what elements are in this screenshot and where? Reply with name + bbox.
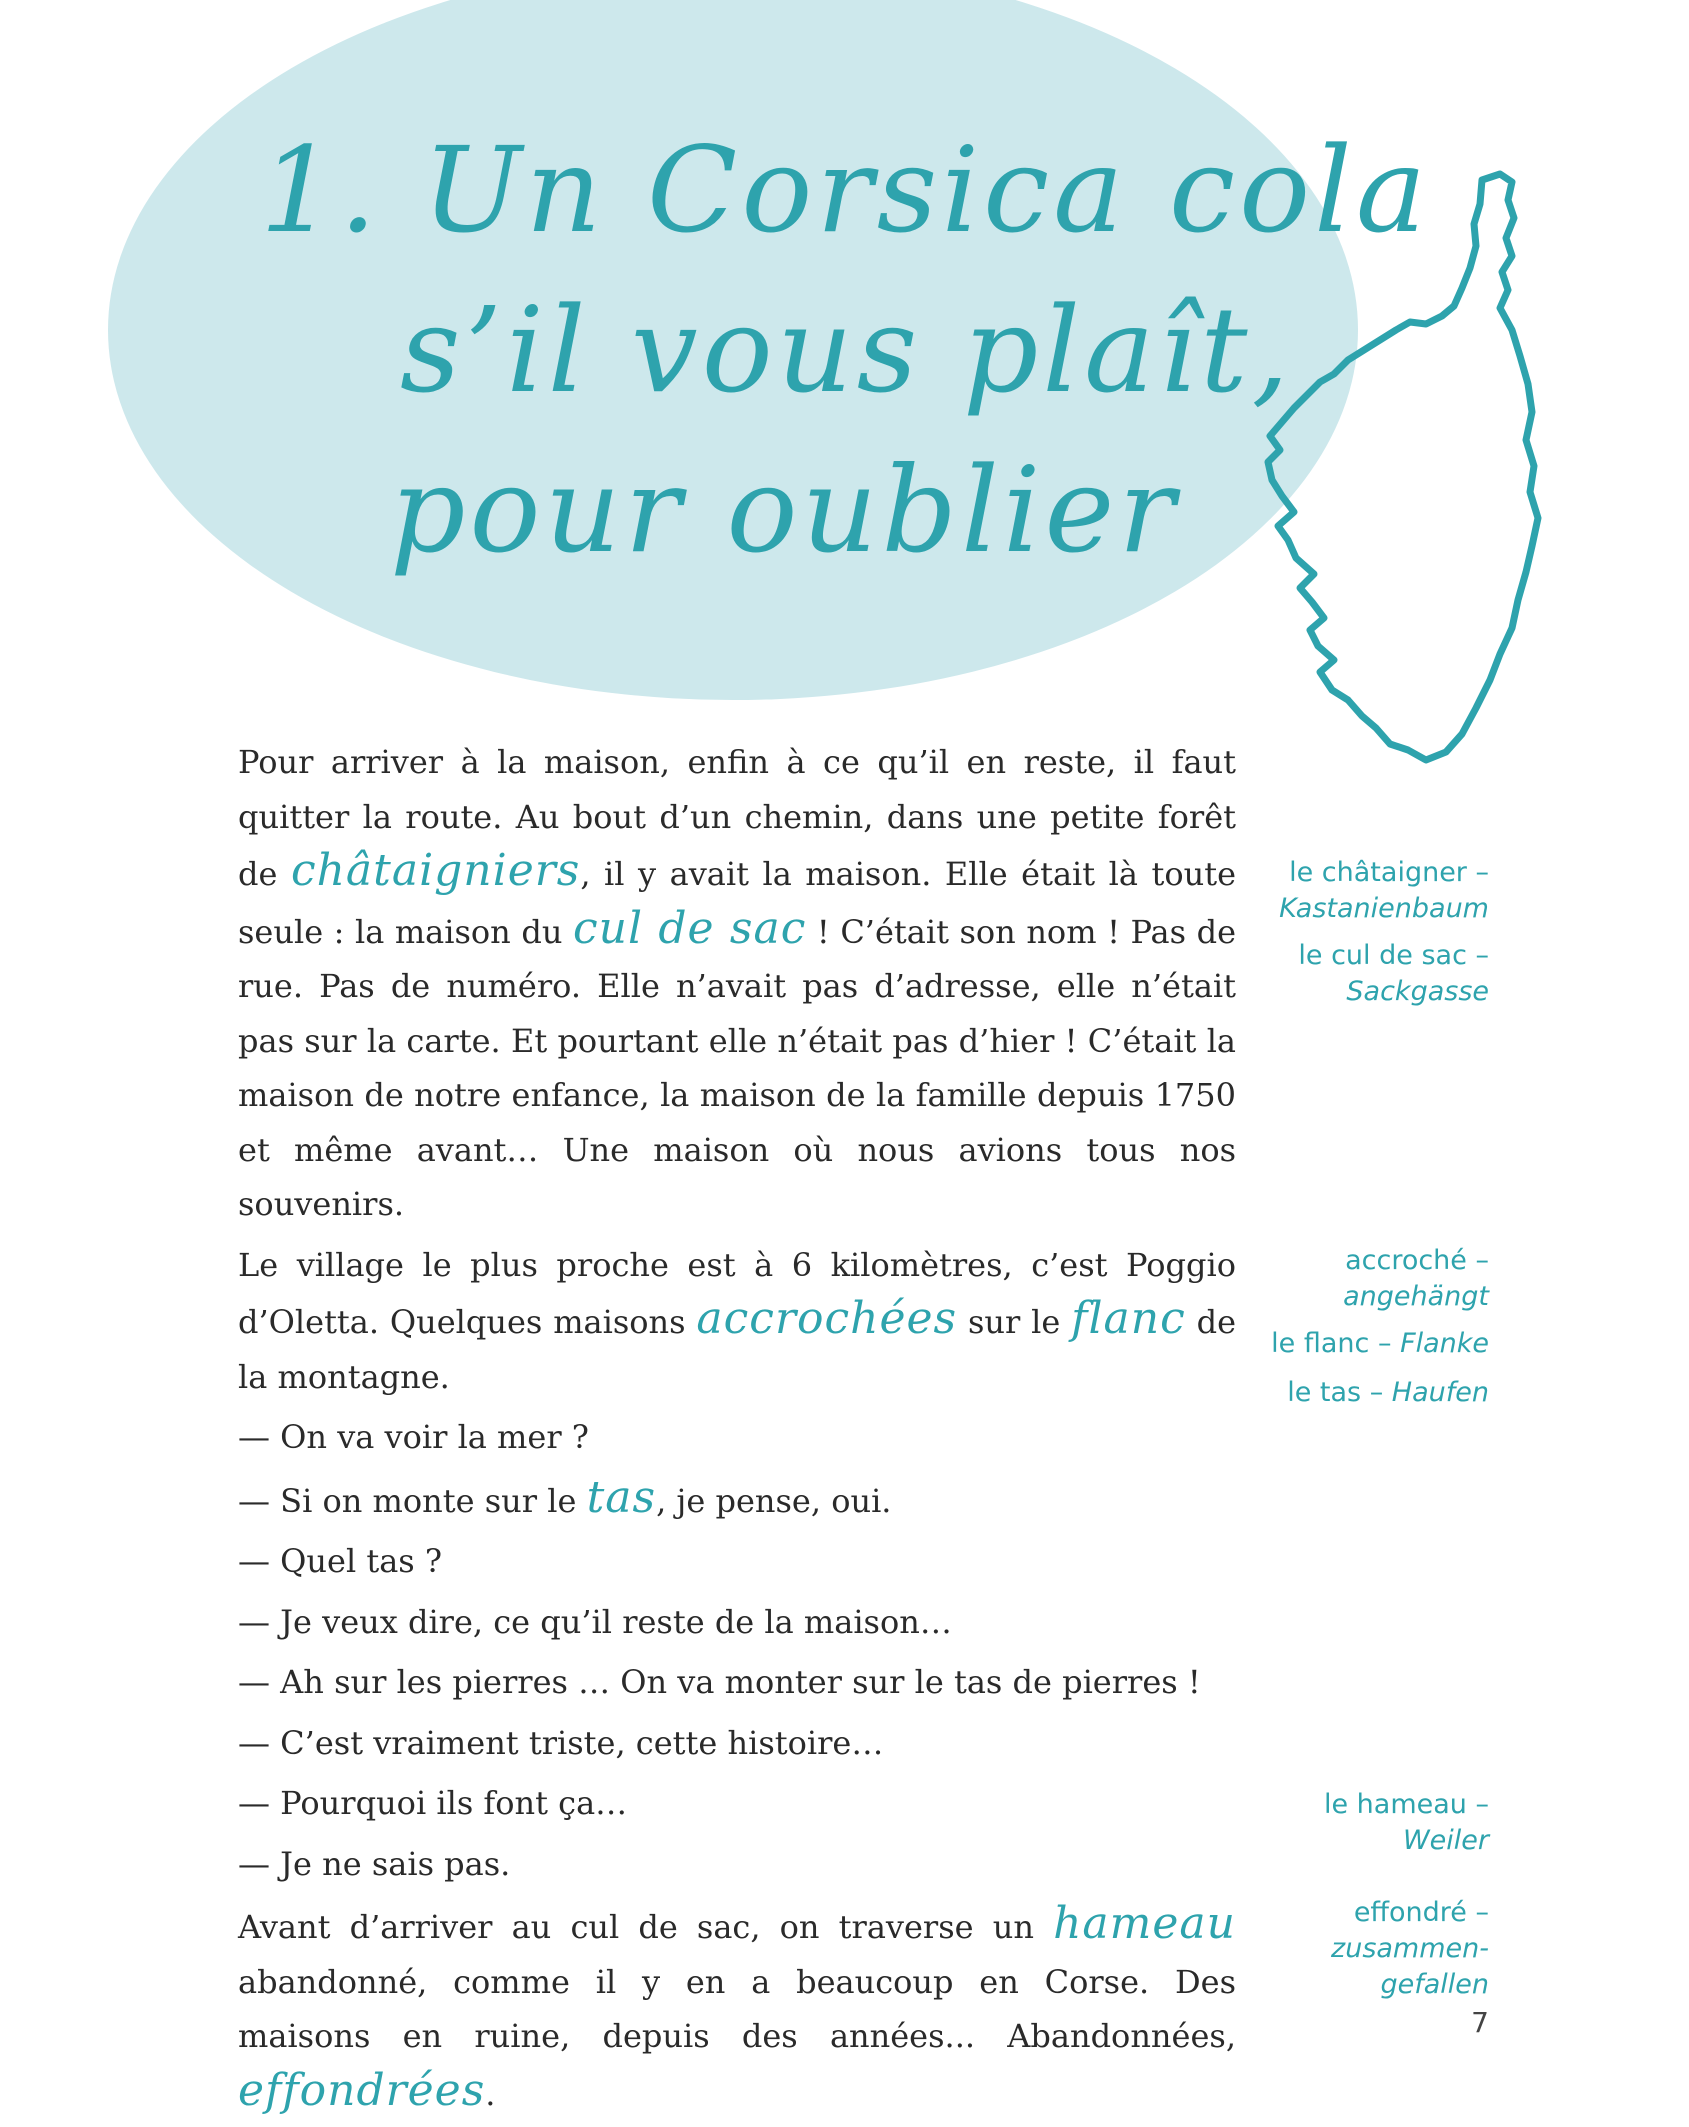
dialogue-line: — On va voir la mer ? [238, 1418, 589, 1456]
gloss-translation: Kastanienbaum [1279, 893, 1489, 924]
gloss-term: le hameau – [1323, 1789, 1489, 1820]
gloss-translation: Flanke [1400, 1328, 1489, 1359]
dialogue-line: — Pourquoi ils font ça… [238, 1784, 628, 1822]
paragraph-2 [238, 1238, 1236, 1405]
glossary-accroche [1229, 1243, 1489, 1315]
chapter-title [260, 110, 1431, 590]
glossary-cul-de-sac [1229, 938, 1489, 1010]
dialogue [238, 1410, 1236, 1891]
body-text [238, 735, 1236, 2127]
gloss-translation: Haufen [1391, 1377, 1489, 1408]
keyword-cul-de-sac: cul de sac [572, 902, 807, 954]
text-run: Pour arriver à la maison, enfin à ce qu’il en reste, il faut quitter la route. Au bout d’un chemin, dans une petite forêt de [238, 743, 1236, 893]
text-run: de la montagne. [238, 1303, 1237, 1396]
text-run: Le village le plus proche est à 6 kilomètres, c’est Poggio d’Oletta. Quelques maisons [238, 1245, 1236, 1341]
gloss-translation: zusammen- [1331, 1933, 1489, 1964]
glossary-tas [1169, 1375, 1489, 1411]
dialogue-line: — Quel tas ? [238, 1542, 443, 1580]
dialogue-line: — Je ne sais pas. [238, 1844, 511, 1883]
title-line-3: pour oublier [390, 441, 1179, 579]
gloss-translation: gefallen [1380, 1969, 1489, 2000]
keyword-hameau: hameau [1053, 1898, 1236, 1949]
dialogue-line [238, 1471, 1236, 1529]
glossary-chataigner [1229, 855, 1489, 927]
gloss-term: le cul de sac – [1298, 940, 1489, 971]
gloss-translation: Sackgasse [1346, 976, 1489, 1007]
keyword-tas: tas [586, 1471, 657, 1523]
page-number: 7 [1471, 2006, 1489, 2039]
dialogue-line: — Ah sur les pierres … On va monter sur le tas de pierres ! [238, 1663, 1201, 1701]
dialogue-line: — Je veux dire, ce qu’il reste de la maison… [238, 1602, 952, 1641]
keyword-flanc: flanc [1071, 1293, 1186, 1344]
text-run: , je pense, oui. [656, 1481, 892, 1520]
text-run: ! C’était son nom ! Pas de rue. Pas de numéro. Elle n’avait pas d’adresse, elle n’était pas sur la carte. Et pourtant elle n’était pas d’hier ! C’était la maison de notre enfance, la maison de la famille depuis 1750 et même avant… Une maison où nous avions tous nos souvenirs. [238, 912, 1237, 1223]
text-run: , il y avait la maison. Elle était là toute seule : la maison du [238, 855, 1237, 951]
text-run: . [485, 2074, 496, 2113]
title-line-2: s’il vous plaît, [400, 281, 1294, 419]
text-run: Avant d’arriver au cul de sac, on traverse un [238, 1908, 1054, 1946]
glossary-effondre [1229, 1895, 1489, 2003]
gloss-translation: Weiler [1402, 1825, 1489, 1856]
keyword-effondrees: effondrées [238, 2064, 486, 2116]
text-run: abandonné, comme il y en a beaucoup en Corse. Des maisons en ruine, depuis des années... Abandonnées, [238, 1962, 1236, 2055]
gloss-term: le châtaigner – [1289, 857, 1489, 888]
gloss-term: accroché – [1345, 1245, 1489, 1276]
keyword-accrochees: accrochées [696, 1293, 958, 1344]
gloss-term: le flanc – [1271, 1328, 1392, 1359]
paragraph-3 [238, 1897, 1236, 2121]
text-run: — Si on monte sur le [238, 1481, 587, 1520]
gloss-term: effondré – [1353, 1897, 1489, 1928]
keyword-chataigniers: châtaigniers [290, 845, 581, 896]
text-run: sur le [957, 1303, 1072, 1341]
glossary-flanc [1169, 1326, 1489, 1362]
dialogue-line: — C’est vraiment triste, cette histoire… [238, 1723, 884, 1762]
corsica-outline-icon [1250, 160, 1570, 780]
paragraph-1 [238, 735, 1236, 1232]
title-line-1: 1. Un Corsica cola [260, 121, 1431, 259]
gloss-term: le tas – [1287, 1377, 1384, 1408]
glossary-hameau [1229, 1787, 1489, 1859]
gloss-translation: angehängt [1343, 1281, 1489, 1312]
